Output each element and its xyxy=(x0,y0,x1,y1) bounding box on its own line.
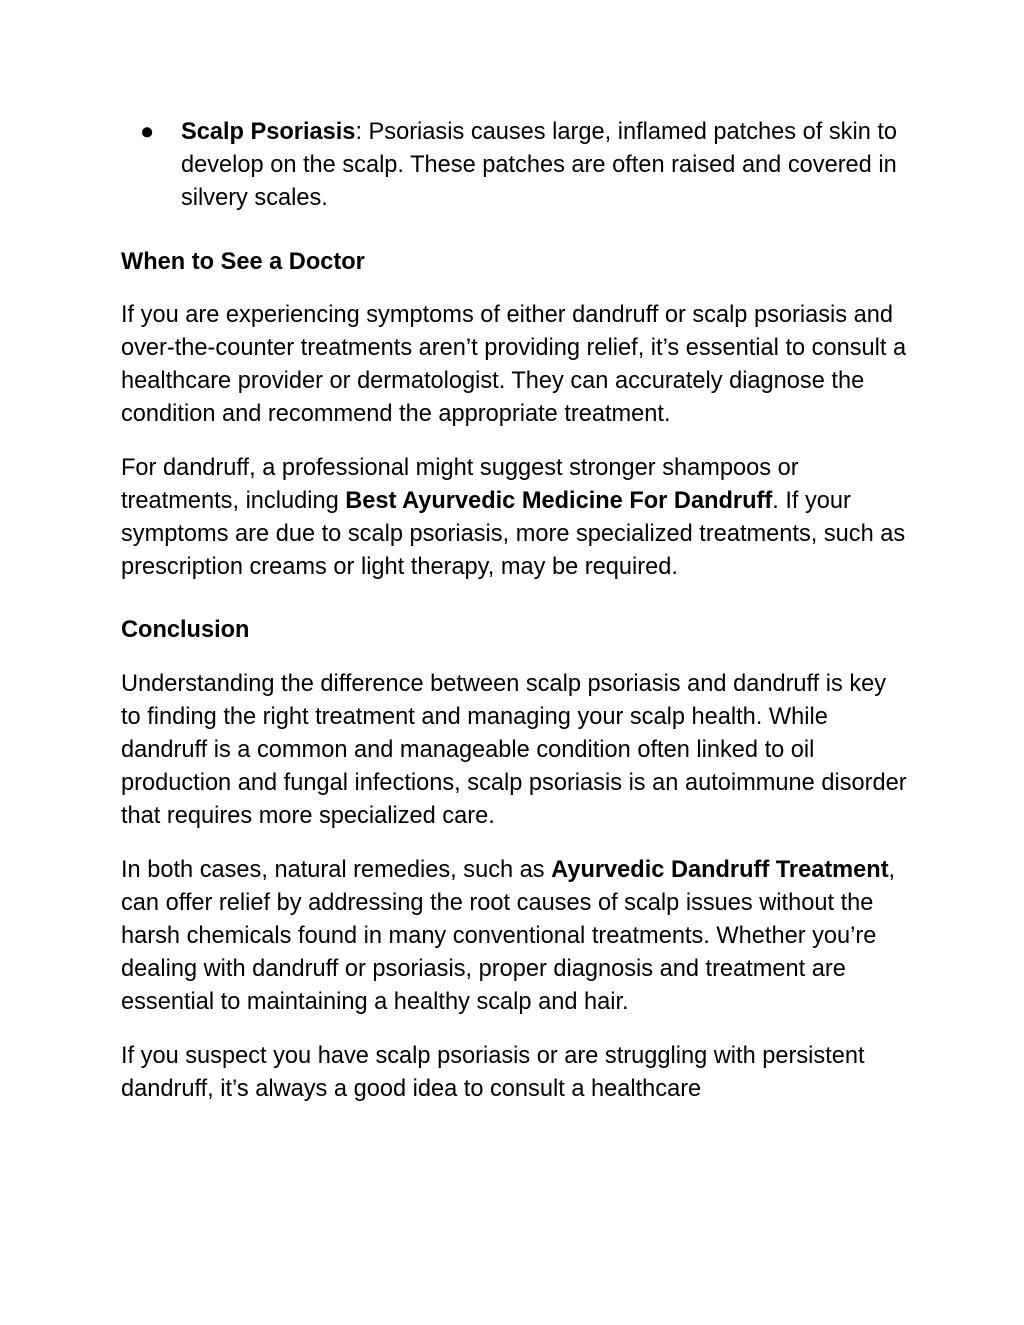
bullet-icon: ● xyxy=(140,119,155,145)
conclusion-paragraph-1: Understanding the difference between scalp psoriasis and dandruff is key to finding the right treatment and managing your scalp health. While dandruff is a common and manageable condition often linked to oil production and fungal infections, scalp psoriasis is an autoimmune disorder that requires more specialized care. xyxy=(121,670,907,830)
conclusion-paragraph-3: If you suspect you have scalp psoriasis or are struggling with persistent dandruff, it’s always a good idea to consult a healthcare xyxy=(121,1042,865,1102)
doctor-p2-bold-phrase: Best Ayurvedic Medicine For Dandruff xyxy=(345,487,773,514)
conclusion-p2-bold-phrase: Ayurvedic Dandruff Treatment xyxy=(551,856,889,883)
doctor-paragraph-1: If you are experiencing symptoms of either dandruff or scalp psoriasis and over-the-counter treatments aren’t providing relief, it’s essential to consult a healthcare provider or dermatologist. They can accurately diagnose the condition and recommend the appropriate treatment. xyxy=(121,301,907,428)
doctor-paragraph-2 xyxy=(121,452,911,585)
doctor-p2-text-before: For dandruff, a professional might suggest stronger shampoos or treatments, including xyxy=(121,454,799,514)
conclusion-p2-text-before: In both cases, natural remedies, such as xyxy=(121,856,552,883)
bullet-term: Scalp Psoriasis xyxy=(181,119,356,145)
bullet-item-scalp-psoriasis xyxy=(121,116,911,216)
conclusion-p2-text-after: , can offer relief by addressing the root causes of scalp issues without the harsh chemicals found in many conventional treatments. Whether you’re dealing with dandruff or psoriasis, proper diagnosis and treatment are essential to maintaining a healthy scalp and hair. xyxy=(121,856,896,1016)
heading-conclusion: Conclusion xyxy=(121,617,250,644)
bullet-description: : Psoriasis causes large, inflamed patches of skin to develop on the scalp. These patches are often raised and covered in silvery scales. xyxy=(181,119,898,212)
bullet-list xyxy=(121,116,911,216)
heading-when-to-see-doctor: When to See a Doctor xyxy=(121,248,365,275)
conclusion-paragraph-2 xyxy=(121,854,911,1020)
doctor-p2-text-after: . If your symptoms are due to scalp psoriasis, more specialized treatments, such as prescription creams or light therapy, may be required. xyxy=(121,487,906,581)
document-page xyxy=(121,116,911,1106)
